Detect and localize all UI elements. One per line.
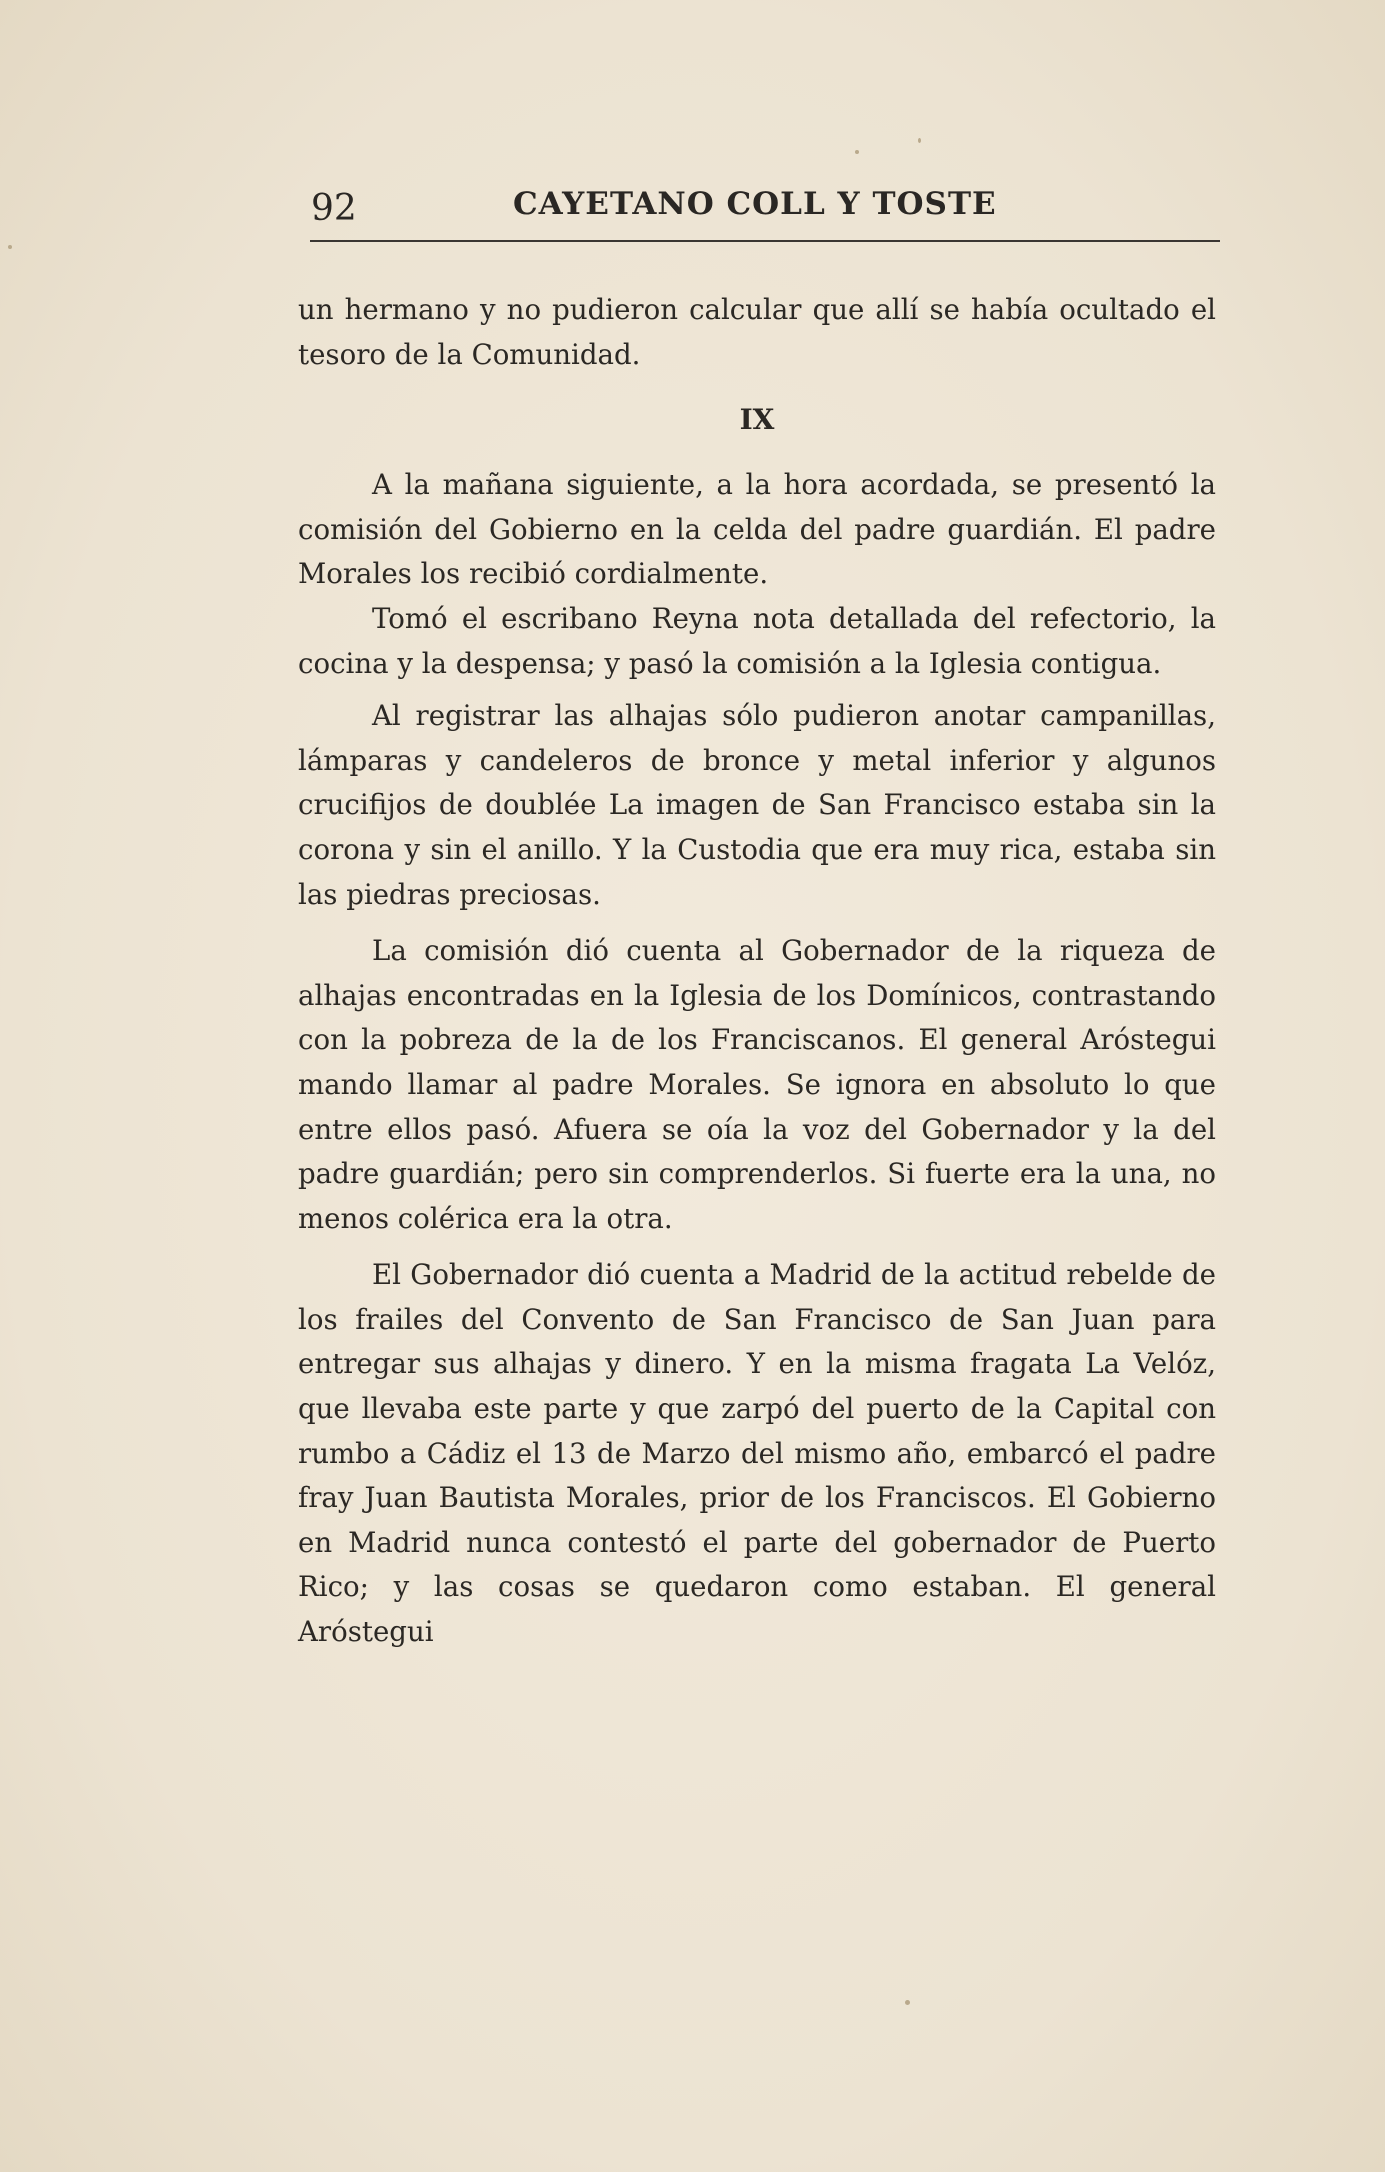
paragraph: A la mañana siguiente, a la hora acordada, se presentó la comisión del Gobierno en la celda del padre guardián. El padre Morales los recibió cordialmente. (298, 468, 1216, 591)
paper-speck (918, 138, 921, 143)
body-text (298, 288, 1216, 1655)
paragraph: Tomó el escribano Reyna nota detallada del refectorio, la cocina y la despensa; y pasó la comisión a la Iglesia contigua. (298, 601, 1216, 680)
continuation-paragraph: un hermano y no pudieron calcular que allí se había ocultado el tesoro de la Comunidad. (298, 293, 1216, 371)
running-title: CAYETANO COLL Y TOSTE (513, 186, 997, 222)
paragraph: El Gobernador dió cuenta a Madrid de la actitud rebelde de los frailes del Convento de San Francisco de San Juan para entregar sus alhajas y dinero. Y en la misma fragata La Velóz, que llevaba este parte y que zarpó del puerto de la Capital con rumbo a Cádiz el 13 de Marzo del mismo año, embarcó el padre fray Juan Bautista Morales, prior de los Franciscos. El Gobierno en Madrid nunca contestó el parte del gobernador de Puerto Rico; y las cosas se quedaron como estaban. El general Aróstegui (298, 1258, 1216, 1649)
header-rule (310, 240, 1220, 242)
paper-speck (8, 245, 12, 249)
paper-speck (855, 150, 859, 154)
page-header (305, 178, 1220, 248)
paragraph: Al registrar las alhajas sólo pudieron anotar campanillas, lámparas y candeleros de bronce y metal inferior y algunos crucifijos de doublée La imagen de San Francisco estaba sin la corona y sin el anillo. Y la Custodia que era muy rica, estaba sin las piedras preciosas. (298, 699, 1216, 911)
section-heading: IX (739, 403, 775, 437)
paper-speck (905, 2000, 910, 2005)
page-number: 92 (311, 188, 357, 229)
paragraph: La comisión dió cuenta al Gobernador de la riqueza de alhajas encontradas en la Iglesia de los Domínicos, contrastando con la pobreza de la de los Franciscanos. El general Aróstegui mando llamar al padre Morales. Se ignora en absoluto lo que entre ellos pasó. Afuera se oía la voz del Gobernador y la del padre guardián; pero sin comprenderlos. Si fuerte era la una, no menos colérica era la otra. (298, 934, 1216, 1235)
